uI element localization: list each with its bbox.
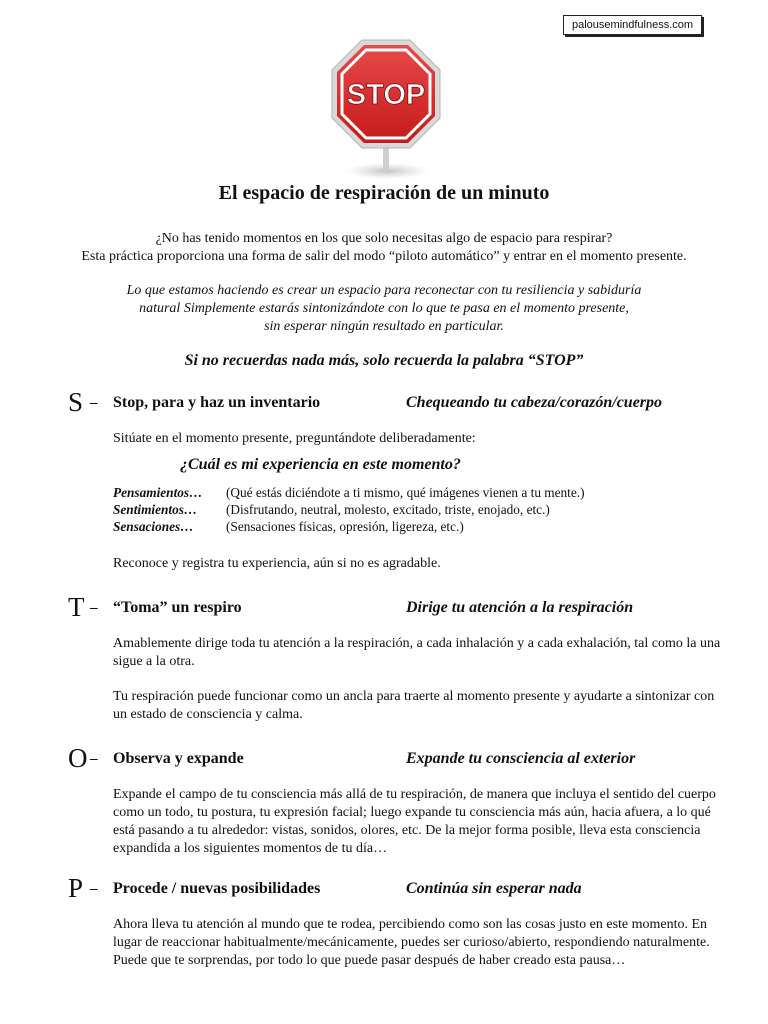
- section-s-heading: [68, 386, 728, 416]
- section-paragraph: Tu respiración puede funcionar como un ancla para traerte al momento presente y ayudarte a sintonizar con un estado de consciencia y calma.: [113, 689, 715, 722]
- stop-sign-icon: [329, 37, 443, 182]
- section-name: Procede / nuevas posibilidades: [113, 880, 321, 897]
- section-paragraph: Reconoce y registra tu experiencia, aún si no es agradable.: [113, 556, 441, 571]
- section-dash: –: [90, 395, 98, 411]
- section-p-heading: [68, 872, 728, 902]
- stop-tagline: Si no recuerdas nada más, solo recuerda la palabra “STOP”: [184, 352, 584, 369]
- section-dash: –: [90, 751, 98, 767]
- check-row: [113, 518, 723, 535]
- section-s-closing: [113, 555, 723, 573]
- check-description: (Qué estás diciéndote a ti mismo, qué imágenes vienen a tu mente.): [226, 485, 585, 500]
- check-description: (Disfrutando, neutral, molesto, excitado, triste, enojado, etc.): [226, 502, 550, 517]
- italic-line: natural Simplemente estarás sintonizándote con lo que te pasa en el momento presente,: [139, 301, 629, 316]
- section-t-paragraph-1: [113, 635, 723, 671]
- section-paragraph: Amablemente dirige toda tu atención a la respiración, a cada inhalación y a cada exhalación, tal como la una sigue a la otra.: [113, 636, 721, 669]
- section-name: Observa y expande: [113, 750, 244, 767]
- section-t-paragraph-2: [113, 688, 723, 724]
- check-list: [113, 484, 723, 535]
- section-o-paragraph: [113, 786, 723, 858]
- page-title: El espacio de respiración de un minuto: [218, 182, 550, 204]
- section-letter: T: [68, 592, 85, 622]
- italic-explanation: [40, 282, 728, 336]
- section-dash: –: [90, 600, 98, 616]
- section-dash: –: [90, 881, 98, 897]
- intro-line: Esta práctica proporciona una forma de salir del modo “piloto automático” y entrar en el momento presente.: [81, 249, 687, 264]
- check-row: [113, 484, 723, 501]
- stop-sign-text: STOP: [346, 79, 426, 111]
- section-name: “Toma” un respiro: [113, 599, 242, 616]
- check-label: Sensaciones…: [113, 519, 194, 534]
- italic-line: Lo que estamos haciendo es crear un espacio para reconectar con tu resiliencia y sabiduría: [126, 283, 642, 298]
- section-name: Stop, para y haz un inventario: [113, 394, 321, 411]
- italic-line: sin esperar ningún resultado en particular.: [264, 319, 504, 334]
- check-label: Pensamientos…: [113, 485, 203, 500]
- section-subtitle: Dirige tu atención a la respiración: [406, 599, 634, 616]
- section-s-lead: [113, 430, 723, 448]
- section-letter: O: [68, 743, 88, 773]
- section-letter: S: [68, 387, 84, 417]
- section-letter: P: [68, 873, 84, 903]
- section-o-heading: [68, 742, 728, 772]
- intro-line: ¿No has tenido momentos en los que solo necesitas algo de espacio para respirar?: [155, 231, 613, 246]
- section-p-paragraph: [113, 916, 723, 970]
- source-url-badge: palousemindfulness.com: [563, 15, 702, 35]
- section-paragraph: Expande el campo de tu consciencia más allá de tu respiración, de manera que incluya el sentido del cuerpo como un todo, tu postura, tu expresión facial; luego expande tu consciencia más aún, hacia afuera, a lo qué está pasando a tu alrededor: vistas, sonidos, olores, etc. De la mejor forma posible, lleva esta consciencia expandida a los siguientes momentos de tu día…: [113, 787, 716, 856]
- check-row: [113, 501, 723, 518]
- section-paragraph: Ahora lleva tu atención al mundo que te rodea, percibiendo como son las cosas justo en este momento. En lugar de reaccionar habitualmente/mecánicamente, puedes ser curioso/abierto, respondiendo naturalmente. Puede que te sorprendas, por todo lo que puede pasar después de haber creado esta pausa…: [113, 917, 710, 968]
- section-subtitle: Chequeando tu cabeza/corazón/cuerpo: [406, 394, 663, 411]
- section-paragraph: Sitúate en el momento presente, preguntándote deliberadamente:: [113, 431, 476, 446]
- check-description: (Sensaciones físicas, opresión, ligereza, etc.): [226, 519, 464, 534]
- check-label: Sentimientos…: [113, 502, 198, 517]
- experience-question: ¿Cuál es mi experiencia en este momento?: [180, 456, 461, 473]
- section-subtitle: Expande tu consciencia al exterior: [406, 750, 636, 767]
- intro-block: [40, 230, 728, 266]
- section-subtitle: Continúa sin esperar nada: [406, 880, 582, 897]
- section-t-heading: [68, 591, 728, 621]
